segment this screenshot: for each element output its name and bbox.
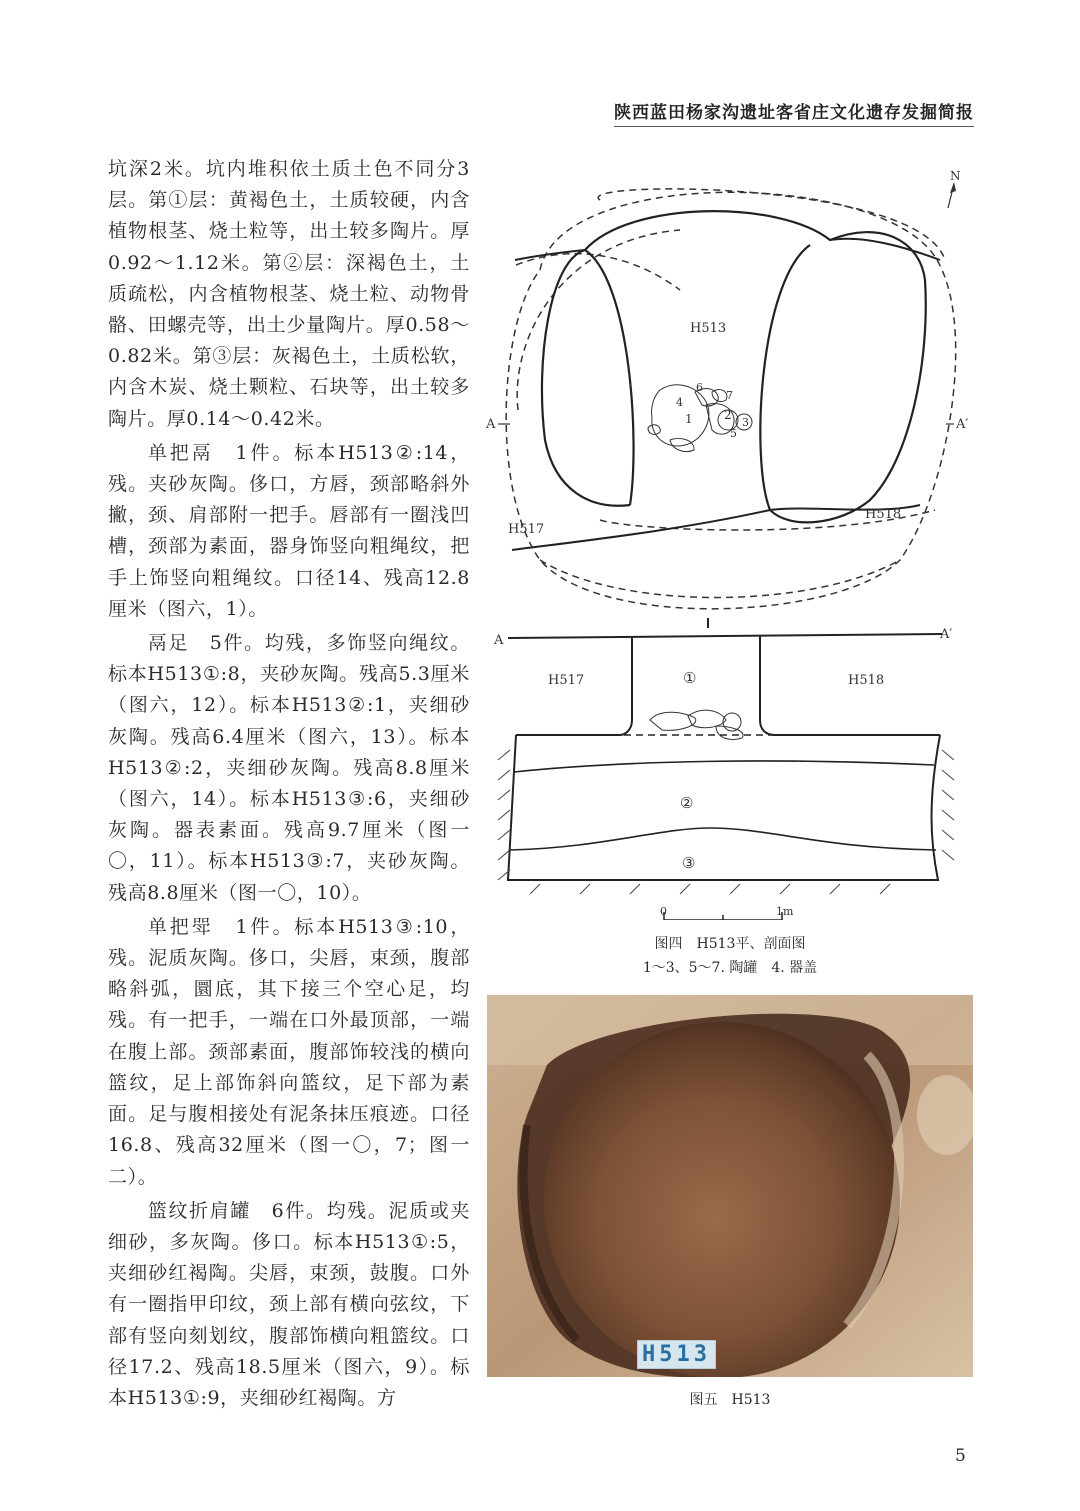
figure-4-caption bbox=[560, 932, 900, 980]
figure-4-plan-section bbox=[480, 160, 980, 920]
photo-tag-h513: H513 bbox=[637, 1340, 716, 1369]
running-head: 陕西蓝田杨家沟遗址客省庄文化遗存发掘简报 bbox=[614, 103, 974, 123]
find-6: 6 bbox=[696, 381, 703, 394]
plan-section-a: A bbox=[486, 417, 496, 432]
pit-photograph bbox=[487, 995, 973, 1377]
paragraph-stratigraphy: 坑深2米。坑内堆积依土质土色不同分3层。第①层：黄褐色土，土质较硬，内含植物根茎、烧土粒等，出土较多陶片。厚0.92～1.12米。第②层：深褐色土，土质疏松，内含植物根茎、烧土粒、动物骨骼、田螺壳等，出土少量陶片。厚0.58～0.82米。第③层：灰褐色土，土质松软，内含木炭、烧土颗粒、石块等，出土较多陶片。厚0.14～0.42米。 bbox=[108, 158, 470, 430]
plan-section-a-prime: A′ bbox=[956, 417, 969, 432]
scale-start: 0 bbox=[660, 905, 667, 918]
pit-profile bbox=[508, 735, 940, 880]
ground-line bbox=[508, 634, 942, 638]
plan-label-h517: H517 bbox=[508, 522, 545, 537]
layer-3-label: ③ bbox=[682, 854, 696, 872]
pit-wall-hatching bbox=[498, 750, 954, 894]
section-label-h517: H517 bbox=[548, 673, 585, 688]
section-a-prime: A′ bbox=[940, 627, 953, 642]
paragraph-single-handle-jia: 单把斝 1件。标本H513③:10，残。泥质灰陶。侈口，尖唇，束颈，腹部略斜弧，圜底，其下接三个空心足，均残。有一把手，一端在口外最顶部，一端在腹上部。颈部素面，腹部饰较浅的横向篮纹，足上部饰斜向篮纹，足下部为素面。足与腹相接处有泥条抹压痕迹。口径16.8、残高32厘米（图一〇，7；图一二）。 bbox=[108, 915, 470, 1188]
plan-label-h513: H513 bbox=[690, 321, 727, 336]
find-7: 7 bbox=[726, 389, 733, 402]
layer-1-label: ① bbox=[683, 669, 697, 687]
paragraph-single-handle-li: 单把鬲 1件。标本H513②:14，残。夹砂灰陶。侈口，方唇，颈部略斜外撇，颈、肩部附一把手。唇部有一圈浅凹槽，颈部为素面，器身饰竖向粗绳纹，把手上饰竖向粗绳纹。口径14、残高12.8厘米（图六，1）。 bbox=[108, 441, 470, 620]
layer-2-label: ② bbox=[680, 794, 694, 812]
plan-label-h518: H518 bbox=[865, 507, 902, 522]
h518-outline bbox=[585, 211, 926, 522]
figure-4-title: 图四 H513平、剖面图 bbox=[654, 936, 806, 952]
figure-5-photo bbox=[487, 995, 973, 1377]
page-number: 5 bbox=[955, 1446, 966, 1466]
plan-section-drawing bbox=[480, 160, 980, 920]
header-rule bbox=[614, 126, 974, 127]
find-3: 3 bbox=[742, 416, 749, 429]
finds-cluster bbox=[648, 385, 752, 452]
section-a: A bbox=[494, 633, 504, 648]
section-label-h518: H518 bbox=[848, 673, 885, 688]
paragraph-li-feet: 鬲足 5件。均残，多饰竖向绳纹。标本H513①:8，夹砂灰陶。残高5.3厘米（图六，12）。标本H513②:1，夹细砂灰陶。残高6.4厘米（图六，13）。标本H513②:2，夹细砂灰陶。残高8.8厘米（图六，14）。标本H513③:6，夹细砂灰陶。器表素面。残高9.7厘米（图一〇，11）。标本H513③:7，夹砂灰陶。残高8.8厘米（图一〇，10）。 bbox=[108, 632, 470, 904]
north-label: N bbox=[950, 169, 961, 183]
find-1: 1 bbox=[685, 412, 693, 426]
find-2: 2 bbox=[724, 408, 732, 422]
paragraph-basket-jar: 篮纹折肩罐 6件。均残。泥质或夹细砂，多灰陶。侈口。标本H513①:5，夹细砂红褐陶。尖唇，束颈，鼓腹。口外有一圈指甲印纹，颈上部有横向弦纹，下部有竖向刻划纹，腹部饰横向粗篮纹。口径17.2、残高18.5厘米（图六，9）。标本H513①:9，夹细砂红褐陶。方 bbox=[108, 1199, 470, 1409]
figure-4-legend: 1～3、5～7. 陶罐 4. 器盖 bbox=[642, 960, 818, 976]
find-5: 5 bbox=[730, 427, 737, 440]
article-body bbox=[108, 154, 470, 1417]
scale-end: 1m bbox=[776, 905, 794, 918]
h517-outline bbox=[542, 250, 630, 506]
north-arrow-icon bbox=[948, 169, 961, 208]
find-4: 4 bbox=[676, 396, 683, 409]
figure-5-caption: 图五 H513 bbox=[689, 1392, 771, 1408]
scale-bar bbox=[664, 912, 782, 920]
